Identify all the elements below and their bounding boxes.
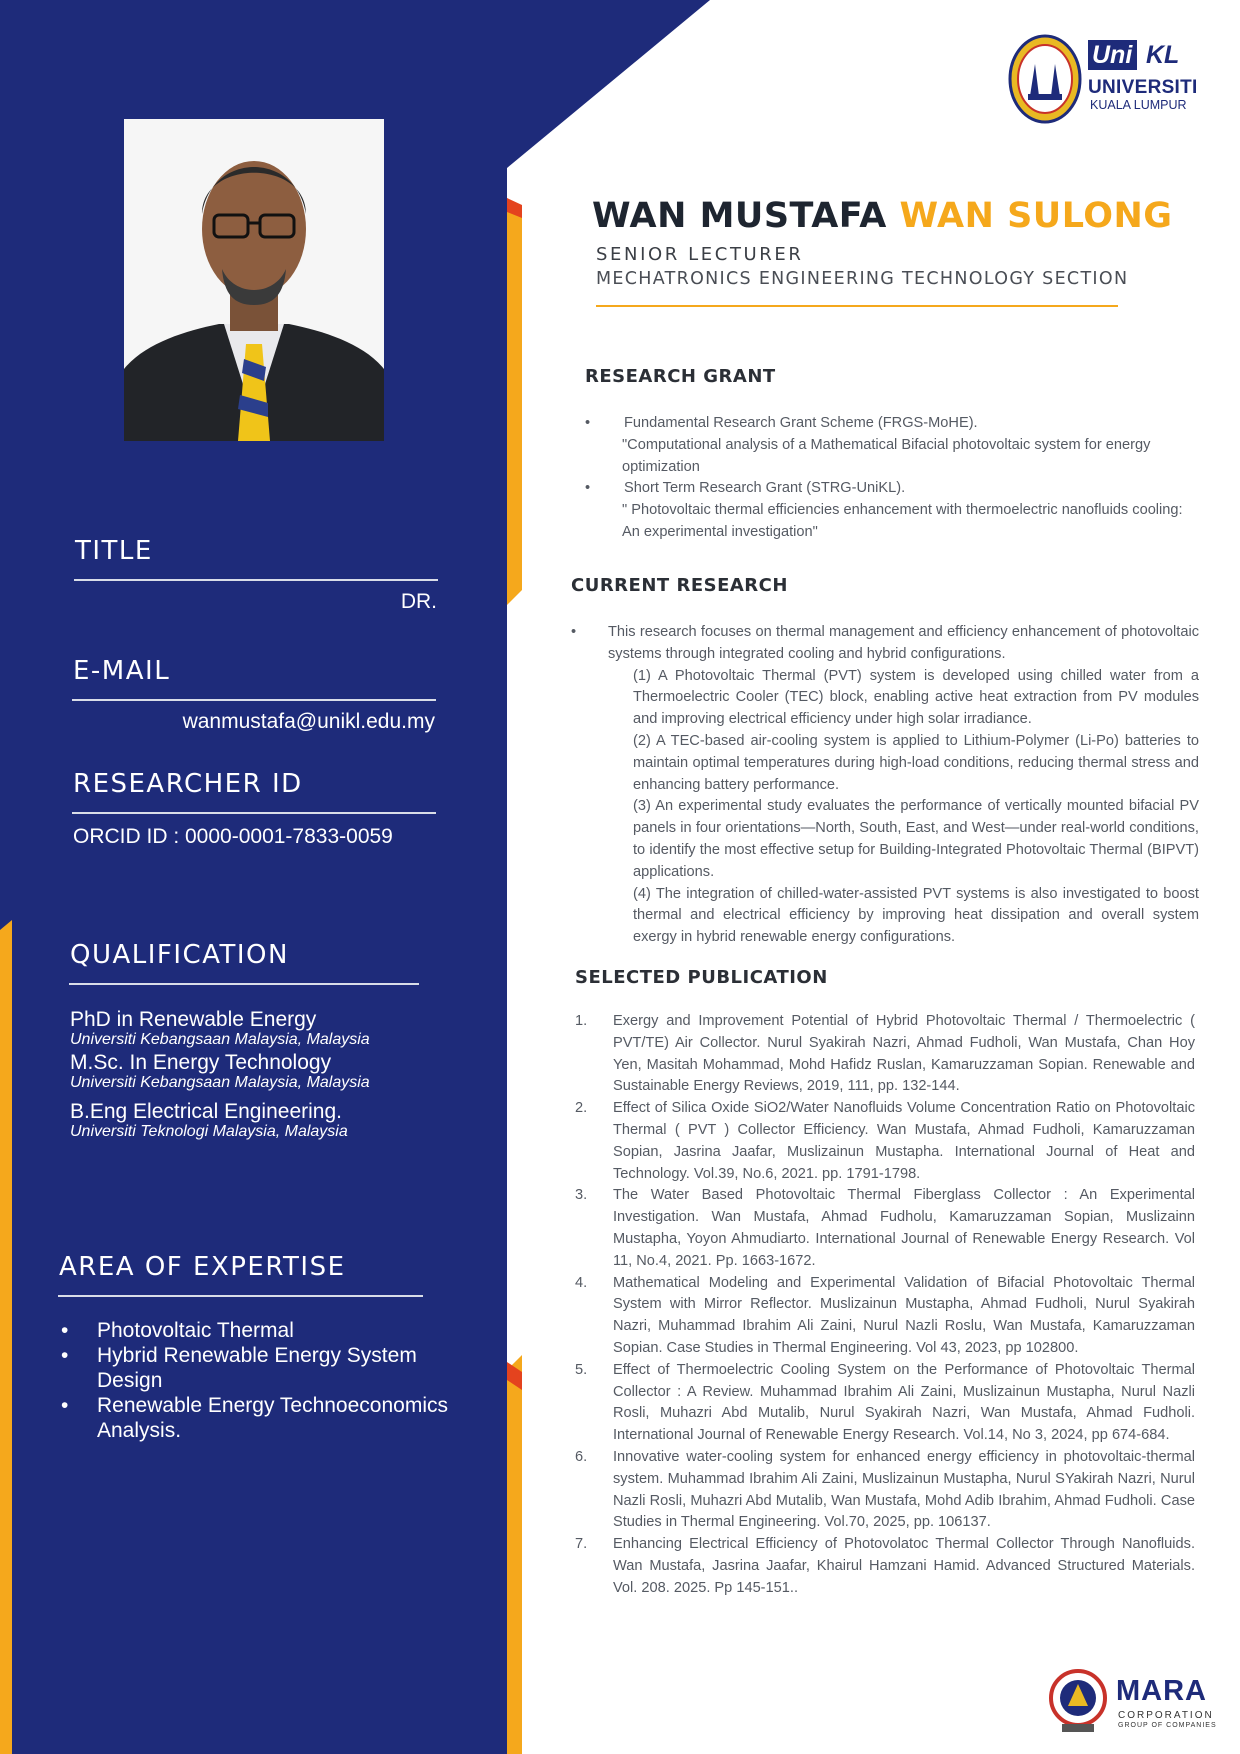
profile-photo — [124, 119, 384, 441]
qualification-heading: QUALIFICATION — [70, 940, 289, 970]
publication-text: Mathematical Modeling and Experimental Validation of Bifacial Photovoltaic Thermal System with Mirror Reflector. Muslizainun Mustapha, Ahmad Fudholi, Nurul Syakirah Nazri, Muhammad Ibrahim Ali Zaini, Nurul Nazli Roslu, Wan Mustafa, Kamaruzzaman Sopian. Case Studies in Thermal Engineering. Vol 43, 2023, pp 102800. — [613, 1274, 1195, 1356]
publication-item — [575, 1185, 1195, 1272]
mara-logo — [1048, 1668, 1230, 1738]
mara-word: MARA — [1116, 1675, 1207, 1707]
qualification-university: Universiti Kebangsaan Malaysia, Malaysia — [70, 1031, 370, 1048]
qualification-university: Universiti Teknologi Malaysia, Malaysia — [70, 1123, 348, 1140]
expertise-item: • Renewable Energy Technoeconomics Analysis. — [59, 1393, 479, 1443]
qualification-item — [70, 1101, 450, 1141]
unikl-line2: KUALA LUMPUR — [1090, 98, 1187, 112]
mid-accent-strip-top — [507, 198, 522, 605]
qualification-university: Universiti Kebangsaan Malaysia, Malaysia — [70, 1074, 370, 1091]
publication-text: Exergy and Improvement Potential of Hybrid Photovoltaic Thermal / Thermoelectric ( PVT/TE) Air Collector. Nurul Syakirah Nazri, Ahmad Fudholi, Wan Mustafa, Chan Hoy Yen, Masitah Mohammad, Mohd Hafidz Ruslan, Kamaruzzaman Sopian. Renewable and Sustainable Energy Reviews, 2019, 111, pp. 132-144. — [613, 1013, 1195, 1095]
current-research-intro: • This research focuses on thermal management and efficiency enhancement of photovoltaic systems through integrated cooling and hybrid configurations. — [608, 624, 1199, 662]
portrait-illustration — [124, 119, 384, 441]
qualification-item — [70, 1052, 450, 1092]
left-accent-strip — [0, 920, 12, 1754]
publication-number: 1. — [575, 1013, 588, 1029]
publication-item — [575, 1098, 1195, 1185]
name-last: WAN SULONG — [899, 196, 1173, 236]
grant-item — [585, 478, 1196, 543]
email-heading: E-MAIL — [73, 656, 171, 686]
email-divider — [72, 699, 436, 701]
unikl-brand-uni: Uni — [1088, 40, 1137, 70]
publication-number: 4. — [575, 1274, 588, 1291]
publication-item — [575, 1273, 1195, 1360]
publication-text: The Water Based Photovoltaic Thermal Fiberglass Collector : An Experimental Investigation. Wan Mustafa, Ahmad Fudholu, Kamaruzzaman Sopian, Muslizainn Mustapha, Yoyon Ahmudiarto. International Journal of Renewable Energy Research. Vol 11, No.4, 2021. Pp. 1663-1672. — [613, 1187, 1195, 1269]
expertise-item: • Photovoltaic Thermal — [59, 1318, 479, 1343]
expertise-heading: AREA OF EXPERTISE — [59, 1252, 346, 1282]
researcher-id-heading: RESEARCHER ID — [73, 769, 303, 799]
section-name: MECHATRONICS ENGINEERING TECHNOLOGY SECTION — [596, 269, 1129, 289]
current-research-point: (3) An experimental study evaluates the performance of vertically mounted bifacial PV panels in four orientations—North, South, East, and West—under real-world conditions, to identify the most effective setup for Building-Integrated Photovoltaic Thermal (BIPVT) applications. — [633, 798, 1199, 880]
publication-number: 5. — [575, 1361, 588, 1378]
expertise-list — [59, 1318, 479, 1443]
position-title: SENIOR LECTURER — [596, 244, 804, 265]
current-research-heading: CURRENT RESEARCH — [571, 575, 788, 596]
title-value: DR. — [400, 590, 437, 613]
mid-accent-strip-bottom — [507, 1355, 522, 1754]
publication-item — [575, 1360, 1195, 1447]
unikl-logo — [1008, 34, 1208, 126]
full-name — [592, 196, 1173, 236]
publication-text: Effect of Thermoelectric Cooling System on the Performance of Photovoltaic Thermal Collector : A Review. Muhammad Ibrahim Ali Zaini, Muslizainun Mustapha, Nurul Nazli Rosli, Muhazri Abd Mutalib, Nurul Syakirah Nazri, Wan Mustafa, Ahmad Fudholi. International Journal of Renewable Energy Research. Vol.14, No 3, 2024, pp 674-684. — [613, 1361, 1195, 1444]
current-research-point: (4) The integration of chilled-water-assisted PVT systems is also investigated to boost thermal and electrical efficiency by improving heat dissipation and overall system exergy in hybrid renewable energy configurations. — [633, 885, 1199, 946]
expertise-item: • Hybrid Renewable Energy System Design — [59, 1343, 479, 1393]
publication-number: 7. — [575, 1536, 588, 1553]
orcid-value: ORCID ID : 0000-0001-7833-0059 — [73, 825, 393, 848]
qualification-item — [70, 1009, 450, 1049]
publication-text: Innovative water-cooling system for enhanced energy efficiency in photovoltaic-thermal system. Muhammad Ibrahim Ali Zaini, Muslizainun Mustapha, Nurul SYakirah Nazri, Nurul Nazli Rosli, Muhazri Abd Mutalib, Wan Mustafa, Mohd Adib Ibrahim, Ahmad Fudholi. Case Studies in Thermal Engineering. Vol.70, 2025, pp. 106137. — [613, 1448, 1195, 1531]
mara-line2: GROUP OF COMPANIES — [1118, 1722, 1217, 1729]
publication-item — [575, 1447, 1195, 1534]
publication-number: 3. — [575, 1187, 588, 1204]
name-first: WAN MUSTAFA — [592, 196, 887, 236]
expertise-divider — [58, 1295, 423, 1297]
unikl-seal-icon — [1008, 34, 1082, 124]
publication-number: 2. — [575, 1100, 588, 1117]
publication-text: Enhancing Electrical Efficiency of Photovolatoc Thermal Collector Through Nanofluids. Wan Mustafa, Jasrina Jaafar, Khairul Hamzani Hamid. Advanced Structured Materials. Vol. 208. 2025. Pp 145-151.. — [613, 1536, 1195, 1596]
grant-item — [585, 413, 1196, 478]
publication-heading: SELECTED PUBLICATION — [575, 967, 828, 988]
researcher-id-divider — [72, 812, 436, 814]
grant-project: "Computational analysis of a Mathematical Bifacial photovoltaic system for energy optimization — [622, 436, 1151, 475]
current-research-point: (2) A TEC-based air-cooling system is applied to Lithium-Polymer (Li-Po) batteries to maintain optimal temperatures during high-load conditions, reducing thermal stress and enhancing battery performance. — [633, 732, 1199, 793]
qualification-divider — [69, 983, 419, 985]
qualification-degree: M.Sc. In Energy Technology — [70, 1051, 332, 1074]
title-divider — [74, 579, 438, 581]
publication-list — [575, 1011, 1195, 1600]
mara-seal-icon — [1048, 1668, 1108, 1734]
publication-item — [575, 1011, 1195, 1098]
header-divider — [596, 305, 1118, 307]
unikl-line1: UNIVERSITI — [1088, 77, 1198, 98]
research-grant-heading: RESEARCH GRANT — [585, 366, 776, 387]
current-research-item — [571, 622, 1199, 949]
research-grant-list — [585, 413, 1196, 544]
grant-project: " Photovoltaic thermal efficiencies enhancement with thermoelectric nanofluids cooling: An experimental investigation" — [622, 502, 1183, 540]
qualification-degree: B.Eng Electrical Engineering. — [70, 1100, 342, 1123]
mara-line1: CORPORATION — [1118, 1710, 1214, 1721]
title-heading: TITLE — [75, 536, 153, 566]
email-value: wanmustafa@unikl.edu.my — [182, 710, 435, 733]
unikl-brand-kl: KL — [1146, 41, 1180, 69]
publication-number: 6. — [575, 1448, 588, 1465]
grant-title: • Fundamental Research Grant Scheme (FRGS-MoHE). — [624, 415, 978, 431]
current-research-list — [571, 622, 1199, 949]
qualification-degree: PhD in Renewable Energy — [70, 1008, 317, 1031]
current-research-point: (1) A Photovoltaic Thermal (PVT) system is developed using chilled water from a Thermoelectric Cooler (TEC) block, enabling active heat extraction from PV modules and improving electrical efficiency under high solar irradiance. — [633, 667, 1199, 728]
publication-item — [575, 1534, 1195, 1599]
grant-title: • Short Term Research Grant (STRG-UniKL). — [624, 480, 906, 497]
publication-text: Effect of Silica Oxide SiO2/Water Nanofluids Volume Concentration Ratio on Photovoltaic Thermal ( PVT ) Collector Efficiency. Wan Mustafa, Ahmad Fudholi, Kamaruzzaman Sopian, Jasrina Jaafar, Muslizainun Mustapha. International Journal of Heat and Technology. Vol.39, No.6, 2021. pp. 1791-1798. — [613, 1100, 1195, 1182]
